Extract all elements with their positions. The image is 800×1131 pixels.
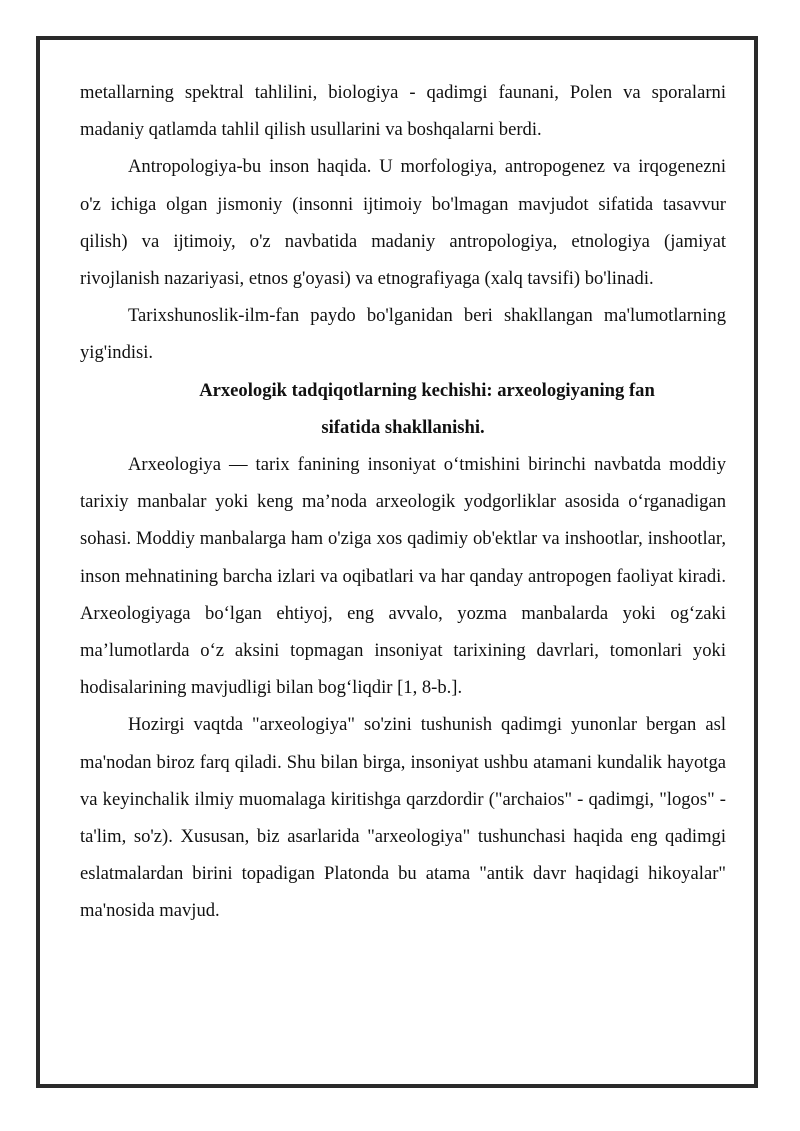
document-body [80, 74, 726, 930]
section-heading-line-2: sifatida shakllanishi. [321, 416, 485, 438]
paragraph-hozirgi-vaqtda: Hozirgi vaqtda "arxeologiya" so'zini tushunish qadimgi yunonlar bergan asl ma'nodan biroz farq qiladi. Shu bilan birga, insoniyat ushbu atamani kundalik hayotga va keyinchalik ilmiy muomalaga kiritishga qarzdordir ("archaios" - qadimgi, "logos" - ta'lim, so'z). Xususan, biz asarlarida "arxeologiya" tushunchasi haqida eng qadimgi eslatmalardan birini topadigan Platonda bu atama "antik davr haqidagi hikoyalar" ma'nosida mavjud. [80, 714, 726, 922]
paragraph-tarixshunoslik: Tarixshunoslik-ilm-fan paydo bo'lganidan beri shakllangan ma'lumotlarning yig'indisi. [80, 305, 726, 364]
paragraph-arxeologiya: Arxeologiya — tarix fanining insoniyat oʻtmishini birinchi navbatda moddiy tarixiy manbalar yoki keng maʼnoda arxeologik yodgorliklar asosida oʻrganadigan sohasi. Moddiy manbalarga ham o'ziga xos qadimiy ob'ektlar va inshootlar, inshootlar, inson mehnatining barcha izlari va oqibatlari va har qanday antropogen faoliyat kiradi. Arxeologiyaga boʻlgan ehtiyoj, eng avvalo, yozma manbalarda yoki ogʻzaki maʼlumotlarda oʻz aksini topmagan insoniyat tarixining davrlari, tomonlari yoki hodisalarining mavjudligi bilan bogʻliqdir [1, 8-b.]. [80, 454, 726, 699]
section-heading-line-1: Arxeologik tadqiqotlarning kechishi: arxeologiyaning fan [199, 379, 655, 401]
paragraph-antropologiya: Antropologiya-bu inson haqida. U morfologiya, antropogenez va irqogenezni o'z ichiga olgan jismoniy (insonni ijtimoiy bo'lmagan mavjudot sifatida tasavvur qilish) va ijtimoiy, o'z navbatida madaniy antropologiya, etnologiya (jamiyat rivojlanish nazariyasi, etnos g'oyasi) va etnografiyaga (xalq tavsifi) bo'linadi. [80, 156, 726, 290]
section-heading [80, 372, 726, 446]
paragraph-continuation: metallarning spektral tahlilini, biologiya - qadimgi faunani, Polen va sporalarni madaniy qatlamda tahlil qilish usullarini va boshqalarni berdi. [80, 82, 726, 141]
page-border-frame [36, 36, 758, 1088]
